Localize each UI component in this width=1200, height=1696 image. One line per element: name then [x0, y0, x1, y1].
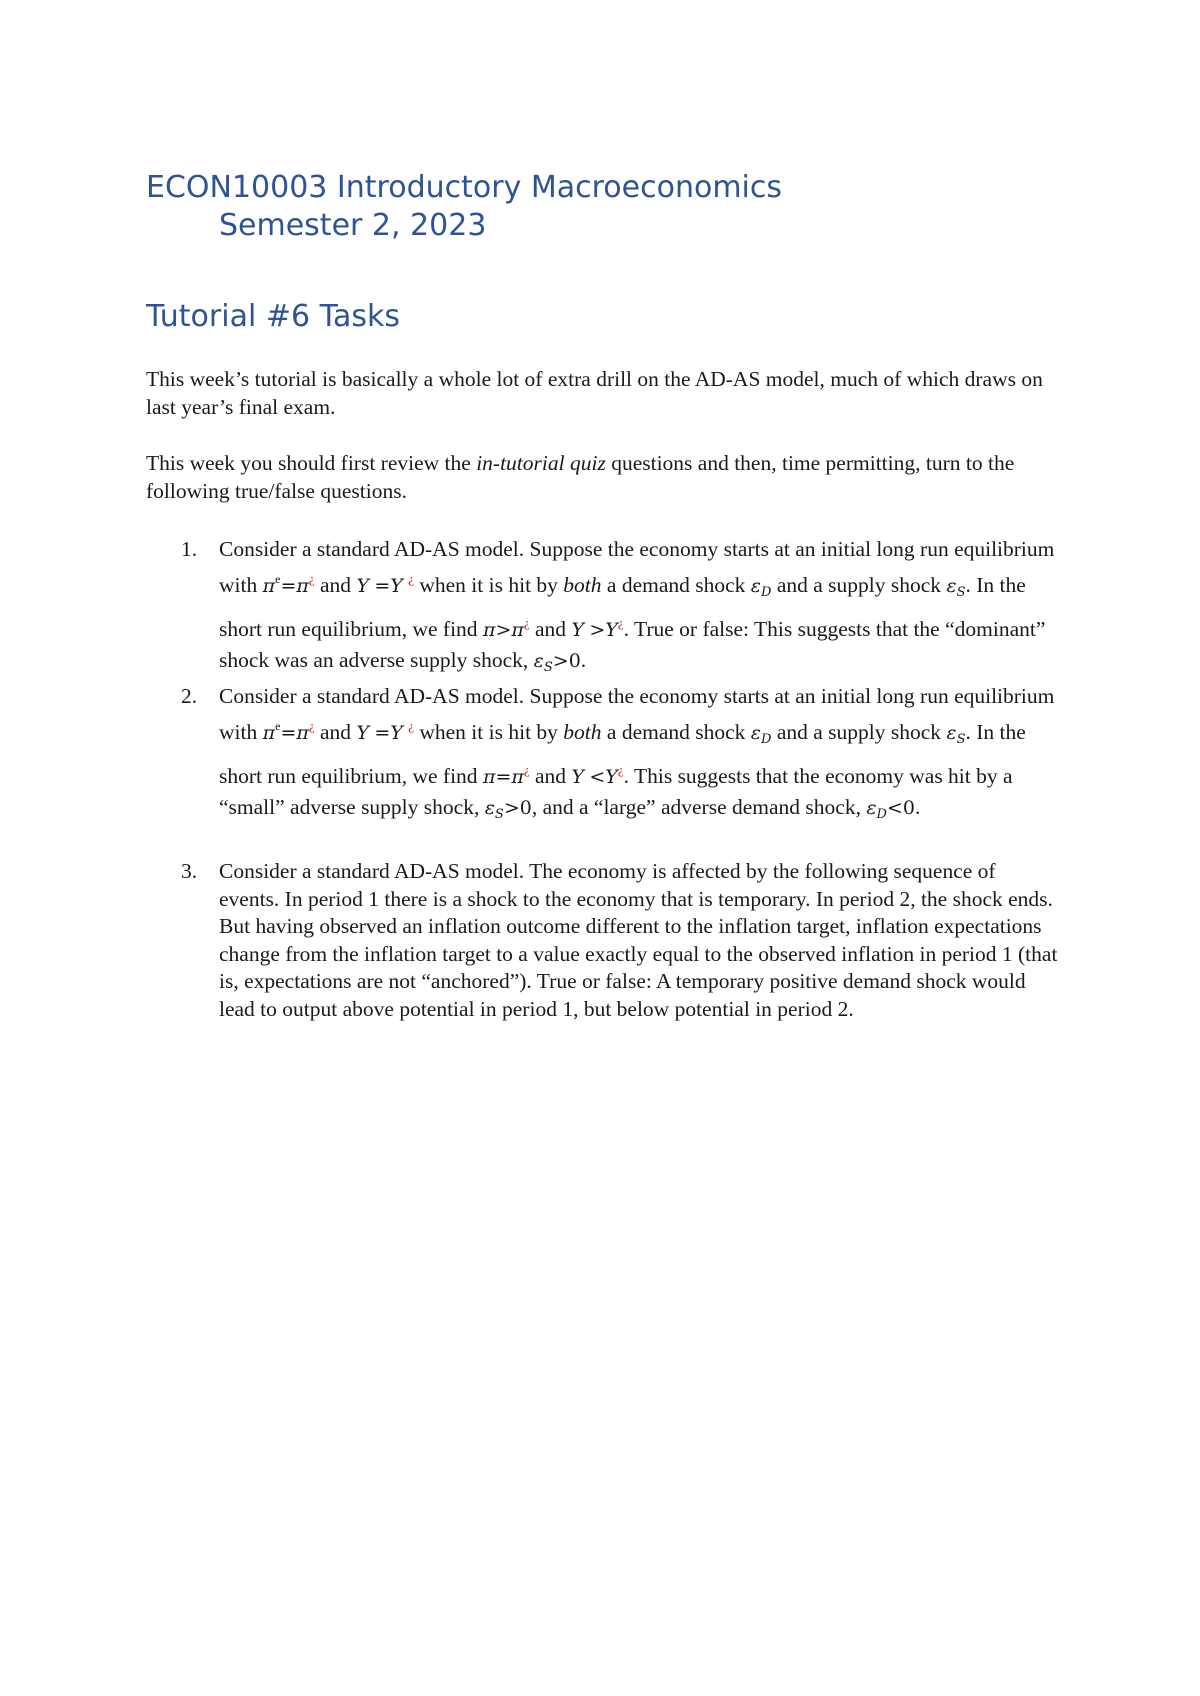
- question-text: and: [314, 720, 357, 744]
- question-text: , and a “large” adverse demand shock,: [531, 795, 867, 819]
- math-lt: <: [589, 766, 606, 788]
- math-sup-e: e: [275, 719, 281, 733]
- math-zero: 0: [519, 797, 532, 819]
- math-gt: >: [552, 650, 569, 672]
- question-body: [219, 534, 1059, 683]
- math-sub-D: D: [876, 807, 887, 822]
- math-eps: ε: [533, 650, 544, 672]
- math-eps: ε: [866, 797, 877, 819]
- math-Y: Y: [390, 575, 403, 597]
- math-star: ¿: [617, 615, 624, 630]
- question-text: when it is hit by: [413, 573, 564, 597]
- math-Y: Y: [571, 619, 584, 641]
- math-Y: Y: [605, 619, 618, 641]
- math-star: ¿: [617, 762, 624, 777]
- question-text: . True or false: This suggests that the “dominant” shock was an adverse supply shock,: [219, 617, 1046, 672]
- math-eps: ε: [946, 722, 957, 744]
- question-text: a demand shock: [601, 573, 751, 597]
- review-emphasis: in-tutorial quiz: [476, 451, 606, 475]
- math-eps: ε: [484, 797, 495, 819]
- tutorial-heading: Tutorial #6 Tasks: [146, 299, 400, 334]
- question-number: 2.: [181, 684, 198, 708]
- review-text-after: questions and then, time permitting, turn to the following true/false questions.: [146, 451, 1015, 503]
- math-eps: ε: [946, 575, 957, 597]
- math-pi: π: [482, 766, 496, 788]
- question-body: Consider a standard AD-AS model. The economy is affected by the following sequence of events. In period 1 there is a shock to the economy that is temporary. In period 2, the shock ends. But having observed an inflation outcome different to the inflation target, inflation expectations change from the inflation target to a value exactly equal to the observed inflation in period 1 (that is, expectations are not “anchored”). True or false: A temporary positive demand shock would lead to output above potential in period 1, but below potential in period 2.: [219, 859, 1058, 1021]
- math-sup-e: e: [275, 572, 281, 586]
- question-text: and a supply shock: [771, 573, 947, 597]
- math-pi: π: [296, 575, 309, 597]
- question-text: .: [580, 648, 587, 672]
- math-Y: Y: [356, 722, 369, 744]
- math-pi: π: [262, 722, 276, 744]
- question-text: Consider a standard AD-AS model. Suppose the economy starts at an initial long run equilibrium with: [219, 537, 1055, 597]
- question-2: [146, 681, 1066, 830]
- question-text: Consider a standard AD-AS model. Suppose the economy starts at an initial long run equilibrium with: [219, 684, 1055, 744]
- math-pi: π: [511, 766, 524, 788]
- question-3: [146, 858, 1066, 1023]
- math-zero: 0: [902, 797, 915, 819]
- intro-paragraph: This week’s tutorial is basically a whole lot of extra drill on the AD-AS model, much of which draws on last year’s final exam.: [146, 367, 1043, 419]
- math-star: ¿: [408, 571, 414, 586]
- math-Y: Y: [605, 766, 618, 788]
- math-sub-S: S: [956, 732, 966, 747]
- math-star: ¿: [523, 762, 530, 777]
- math-sub-D: D: [761, 732, 772, 747]
- question-text: .: [914, 795, 921, 819]
- math-Y: Y: [356, 575, 369, 597]
- question-text: and: [529, 764, 572, 788]
- question-text: and a supply shock: [771, 720, 947, 744]
- math-zero: 0: [568, 650, 581, 672]
- question-text: . This suggests that the economy was hit by a “small” adverse supply shock,: [219, 764, 1013, 819]
- question-text: a demand shock: [601, 720, 751, 744]
- math-eq: =: [280, 722, 297, 744]
- math-sub-D: D: [761, 585, 772, 600]
- math-pi: π: [296, 722, 309, 744]
- course-title: ECON10003 Introductory Macroeconomics: [146, 170, 783, 205]
- math-gt: >: [589, 619, 606, 641]
- question-emphasis: both: [563, 720, 602, 744]
- question-text: and: [529, 617, 572, 641]
- question-emphasis: both: [563, 573, 602, 597]
- math-eq: =: [374, 722, 391, 744]
- math-sub-S: S: [543, 660, 553, 675]
- math-Y: Y: [390, 722, 403, 744]
- math-eps: ε: [750, 722, 761, 744]
- semester-title: Semester 2, 2023: [219, 208, 487, 243]
- math-pi: π: [262, 575, 276, 597]
- math-eps: ε: [750, 575, 761, 597]
- math-eq: =: [495, 766, 512, 788]
- question-1: [146, 534, 1066, 683]
- math-Y: Y: [571, 766, 584, 788]
- math-eq: =: [280, 575, 297, 597]
- math-pi: π: [511, 619, 524, 641]
- math-star: ¿: [408, 718, 414, 733]
- math-sub-S: S: [956, 585, 966, 600]
- math-eq: =: [374, 575, 391, 597]
- question-number: 1.: [181, 537, 198, 561]
- question-text: . In the short run equilibrium, we find: [219, 573, 1026, 641]
- math-gt: >: [495, 619, 512, 641]
- question-text: . In the short run equilibrium, we find: [219, 720, 1026, 788]
- math-gt: >: [503, 797, 520, 819]
- math-star: ¿: [308, 718, 315, 733]
- question-body: [219, 681, 1059, 830]
- math-lt: <: [886, 797, 903, 819]
- question-number: 3.: [181, 859, 198, 883]
- review-paragraph: [146, 449, 1066, 505]
- math-star: ¿: [308, 571, 315, 586]
- math-sub-S: S: [494, 807, 504, 822]
- math-star: ¿: [523, 615, 530, 630]
- question-text: and: [314, 573, 357, 597]
- review-text-before: This week you should first review the: [146, 451, 477, 475]
- math-pi: π: [482, 619, 496, 641]
- question-text: when it is hit by: [413, 720, 564, 744]
